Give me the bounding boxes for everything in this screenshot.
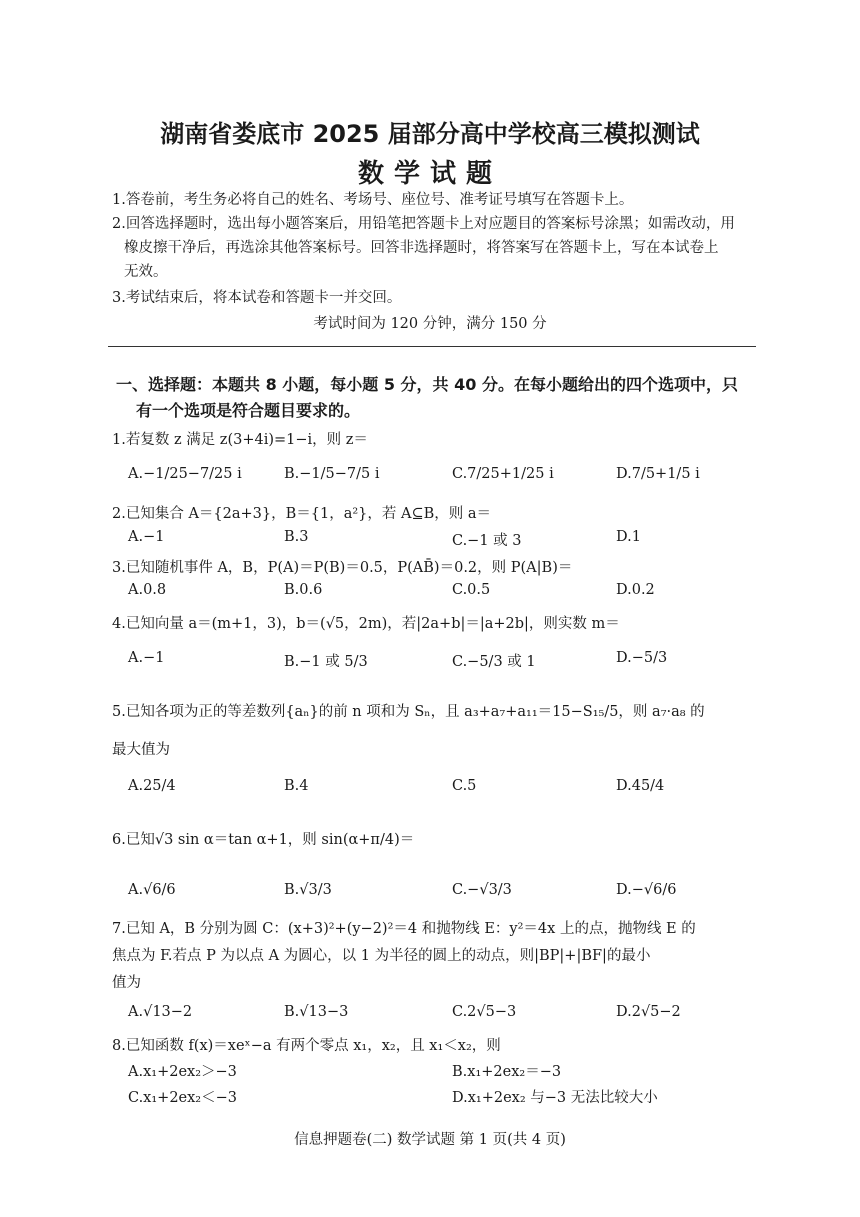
question-2-option-d: D.1	[616, 529, 641, 545]
question-1-option-d: D.7/5+1/5 i	[616, 466, 700, 482]
question-8-option-d: D.x₁+2ex₂ 与−3 无法比较大小	[452, 1090, 658, 1106]
question-4-option-d: D.−5/3	[616, 650, 668, 666]
question-6-stem: 6.已知√3 sin α＝tan α+1，则 sin(α+π/4)＝	[112, 832, 415, 848]
question-5-option-b: B.4	[284, 778, 309, 794]
question-7-option-a: A.√13−2	[128, 1004, 193, 1020]
question-6-option-c: C.−√3/3	[452, 882, 512, 898]
question-7-stem-cont: 焦点为 F.若点 P 为以点 A 为圆心，以 1 为半径的圆上的动点，则|BP|+|BF|的最小	[112, 948, 651, 964]
question-1-option-a: A.−1/25−7/25 i	[128, 466, 242, 482]
page-footer: 信息押题卷(二) 数学试题 第 1 页(共 4 页)	[294, 1132, 566, 1148]
question-6-option-b: B.√3/3	[284, 882, 332, 898]
question-4-option-b: B.−1 或 5/3	[284, 654, 368, 670]
exam-title: 湖南省娄底市 2025 届部分高中学校高三模拟测试	[160, 120, 700, 148]
question-8-option-c: C.x₁+2ex₂＜−3	[128, 1090, 237, 1106]
exam-info: 考试时间为 120 分钟，满分 150 分	[313, 316, 547, 332]
question-7-stem: 7.已知 A，B 分别为圆 C：(x+3)²+(y−2)²＝4 和抛物线 E：y²＝4x 上的点，抛物线 E 的	[112, 921, 696, 937]
question-1-option-c: C.7/25+1/25 i	[452, 466, 554, 482]
question-1-stem: 1.若复数 z 满足 z(3+4i)=1−i，则 z＝	[112, 432, 368, 448]
question-5-stem-cont: 最大值为	[112, 742, 170, 758]
exam-subtitle: 数学试题	[357, 159, 502, 189]
note-2: 2.回答选择题时，选出每小题答案后，用铅笔把答题卡上对应题目的答案标号涂黑；如需改动，用	[112, 216, 735, 232]
question-2-option-c: C.−1 或 3	[452, 533, 522, 549]
question-8-option-a: A.x₁+2ex₂＞−3	[128, 1064, 237, 1080]
question-6-option-a: A.√6/6	[128, 882, 176, 898]
question-7-stem-end: 值为	[112, 975, 141, 991]
question-6-option-d: D.−√6/6	[616, 882, 677, 898]
divider	[108, 346, 756, 347]
question-2-option-b: B.3	[284, 529, 309, 545]
question-8-option-b: B.x₁+2ex₂＝−3	[452, 1064, 562, 1080]
question-2-option-a: A.−1	[128, 529, 165, 545]
note-1: 1.答卷前，考生务必将自己的姓名、考场号、座位号、准考证号填写在答题卡上。	[112, 192, 634, 208]
question-3-option-d: D.0.2	[616, 582, 655, 598]
question-4-stem: 4.已知向量 a＝(m+1，3)，b＝(√5，2m)，若|2a+b|＝|a+2b|，则实数 m＝	[112, 616, 620, 632]
question-7-option-b: B.√13−3	[284, 1004, 349, 1020]
question-1-option-b: B.−1/5−7/5 i	[284, 466, 380, 482]
question-3-option-b: B.0.6	[284, 582, 323, 598]
question-2-stem: 2.已知集合 A＝{2a+3}，B＝{1，a²}，若 A⊆B，则 a＝	[112, 506, 492, 522]
question-8-stem: 8.已知函数 f(x)＝xeˣ−a 有两个零点 x₁，x₂，且 x₁＜x₂，则	[112, 1038, 501, 1054]
question-5-option-c: C.5	[452, 778, 477, 794]
question-3-option-c: C.0.5	[452, 582, 491, 598]
question-3-option-a: A.0.8	[128, 582, 167, 598]
question-4-option-a: A.−1	[128, 650, 165, 666]
question-5-option-d: D.45/4	[616, 778, 665, 794]
note-2-end: 无效。	[124, 264, 168, 280]
question-5-option-a: A.25/4	[128, 778, 176, 794]
note-2-cont: 橡皮擦干净后，再选涂其他答案标号。回答非选择题时，将答案写在答题卡上，写在本试卷上	[124, 240, 719, 256]
question-7-option-d: D.2√5−2	[616, 1004, 681, 1020]
question-7-option-c: C.2√5−3	[452, 1004, 517, 1020]
section-heading: 一、选择题：本题共 8 小题，每小题 5 分，共 40 分。在每小题给出的四个选项中，只	[116, 375, 738, 394]
section-heading-cont: 有一个选项是符合题目要求的。	[136, 401, 361, 420]
question-3-stem: 3.已知随机事件 A，B，P(A)＝P(B)＝0.5，P(AB̄)＝0.2，则 P(A|B)＝	[112, 560, 573, 576]
question-5-stem: 5.已知各项为正的等差数列{aₙ}的前 n 项和为 Sₙ，且 a₃+a₇+a₁₁＝15−S₁₅/5，则 a₇·a₈ 的	[112, 704, 705, 720]
note-3: 3.考试结束后，将本试卷和答题卡一并交回。	[112, 290, 402, 306]
question-4-option-c: C.−5/3 或 1	[452, 654, 536, 670]
